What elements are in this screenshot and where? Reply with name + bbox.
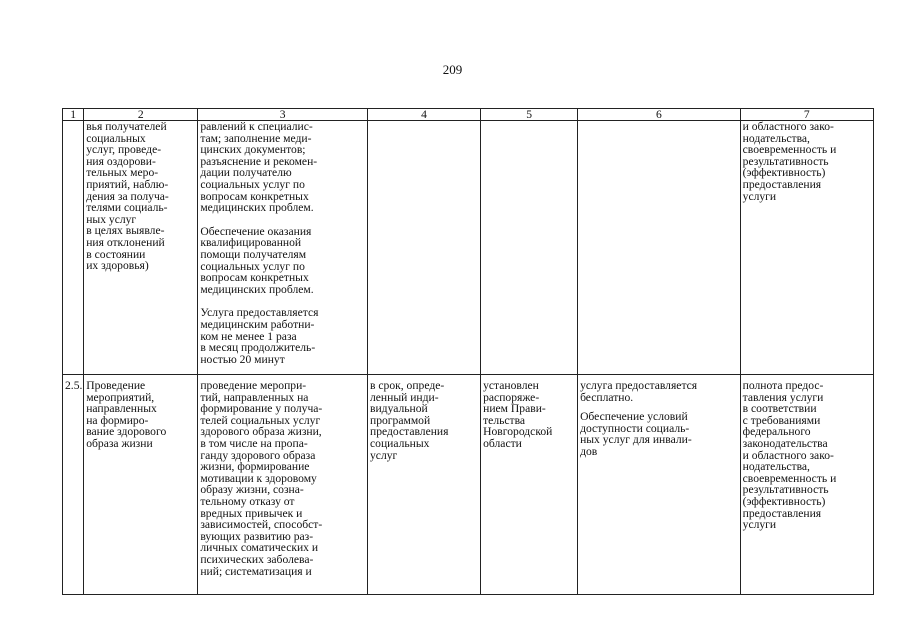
text-line: федерального	[742, 425, 811, 439]
text-line: на формиро-	[86, 413, 149, 427]
table-row	[63, 375, 874, 595]
text-line: дов	[580, 444, 598, 458]
table-row	[63, 121, 874, 375]
text-line: установлен	[483, 379, 539, 392]
row1-cell-1	[63, 121, 84, 375]
text-line: нодательства,	[742, 131, 810, 145]
text-line: предоставления	[742, 177, 822, 191]
text-line: законодательства	[742, 436, 828, 450]
row1-cell-2	[84, 121, 198, 375]
text-line: услуги	[742, 518, 777, 532]
text-line: тельных меро-	[86, 166, 159, 180]
text-line: проведение меропри-	[200, 379, 307, 392]
text-line: Обеспечение оказания	[200, 224, 312, 238]
text-line: услуг, проведе-	[86, 143, 162, 157]
text-line: услуга предоставляется	[580, 379, 698, 392]
text-line: тельному отказу от	[200, 494, 295, 508]
row2-cell-7	[740, 375, 873, 595]
text-line: и областного зако-	[742, 120, 834, 133]
text-line: ганду здорового образа	[200, 448, 316, 462]
text-line: нием Прави-	[483, 402, 546, 416]
text-line: социальных услуг по	[200, 259, 305, 273]
text-line: программой	[370, 413, 431, 427]
text-line: услуги	[742, 189, 777, 203]
text-line: равлений к специалис-	[200, 120, 313, 133]
column-number-5: 5	[481, 109, 578, 121]
text-line: ком не менее 1 раза	[200, 329, 297, 343]
column-number-7: 7	[740, 109, 873, 121]
text-line: формирование у получа-	[200, 402, 323, 416]
text-line: телей социальных услуг	[200, 413, 321, 427]
row1-cell-6	[578, 121, 741, 375]
text-line: с требованиями	[742, 413, 821, 427]
column-number-4: 4	[368, 109, 481, 121]
text-line: мотивации к здоровому	[200, 471, 317, 485]
text-line: вание здорового	[86, 425, 167, 439]
text-line: (эффективность)	[742, 494, 826, 508]
row2-cell-4	[368, 375, 481, 595]
text-line: социальных услуг по	[200, 177, 305, 191]
text-line: в соответствии	[742, 402, 817, 416]
text-line: квалифицированной	[200, 236, 302, 250]
text-line: психических заболева-	[200, 552, 314, 566]
text-line: тавления услуги	[742, 390, 824, 404]
text-line: своевременность и	[742, 471, 837, 485]
text-line: в целях выявле-	[86, 224, 165, 238]
text-line: медицинских проблем.	[200, 282, 314, 296]
text-line: своевременность и	[742, 143, 837, 157]
text-line: (эффективность)	[742, 166, 826, 180]
text-line: жизни, формирование	[200, 460, 310, 474]
text-line: результативность	[742, 483, 829, 497]
text-line: медицинских проблем.	[200, 201, 314, 215]
column-number-6: 6	[578, 109, 741, 121]
text-line: ленный инди-	[370, 390, 439, 404]
text-line: тий, направленных на	[200, 390, 309, 404]
text-line: их здоровья)	[86, 259, 149, 273]
text-line: разъяснение и рекомен-	[200, 154, 318, 168]
text-line: предоставления	[370, 425, 449, 439]
text-line: вопросам конкретных	[200, 271, 309, 285]
text-line: в состоянии	[86, 247, 146, 261]
text-line: цинских документов;	[200, 143, 306, 157]
text-line: полнота предос-	[742, 379, 824, 392]
text-line: ных услуг	[86, 212, 137, 226]
column-number-2: 2	[84, 109, 198, 121]
column-number-3: 3	[198, 109, 368, 121]
text-line: Проведение	[86, 379, 146, 392]
text-line: социальных	[370, 436, 430, 450]
row1-cell-3-paragraph-3	[200, 307, 365, 365]
text-line: вредных привычек и	[200, 506, 303, 520]
text-line: вопросам конкретных	[200, 189, 309, 203]
text-line: образа жизни	[86, 436, 153, 450]
text-line: здорового образа жизни,	[200, 425, 322, 439]
row2-cell-2	[84, 375, 198, 595]
text-line: ния отклонений	[86, 235, 165, 249]
page-number: 209	[442, 62, 463, 77]
row1-cell-3-paragraph-2	[200, 226, 365, 296]
text-line: в том числе на пропа-	[200, 436, 308, 450]
text-line: тельства	[483, 413, 526, 427]
services-table	[62, 108, 874, 595]
row1-cell-4	[368, 121, 481, 375]
text-line: нодательства,	[742, 460, 810, 474]
row2-cell-5	[481, 375, 578, 595]
text-line: социальных	[86, 131, 146, 145]
text-line: области	[483, 436, 522, 450]
row2-cell-3	[198, 375, 368, 595]
table-header-row	[63, 109, 874, 121]
text-line: помощи получателям	[200, 247, 307, 261]
row1-cell-3	[198, 121, 368, 375]
text-line: медицинским работни-	[200, 317, 315, 331]
text-line: ных услуг для инвали-	[580, 433, 692, 447]
text-line: услуг	[370, 448, 398, 462]
text-line: дения за получа-	[86, 189, 169, 203]
text-line: мероприятий,	[86, 390, 155, 404]
text-line: доступности социаль-	[580, 421, 690, 435]
text-line: вья получателей	[86, 120, 167, 133]
row2-cell-1	[63, 375, 84, 595]
row2-cell-6	[578, 375, 741, 595]
text-line: в срок, опреде-	[370, 379, 445, 392]
text-line: образу жизни, созна-	[200, 483, 304, 497]
text-line: и областного зако-	[742, 448, 834, 462]
row2-cell-6-paragraph-2	[580, 411, 738, 457]
text-line: ний; систематизация и	[200, 564, 312, 578]
text-line: Новгородской	[483, 425, 553, 439]
text-line: 2.5.	[65, 379, 83, 392]
text-line: зависимостей, способст-	[200, 518, 323, 532]
text-line: бесплатно.	[580, 390, 634, 404]
text-line: распоряже-	[483, 390, 540, 404]
row1-cell-3-paragraph-1	[200, 121, 365, 214]
text-line: предоставления	[742, 506, 822, 520]
row1-cell-5	[481, 121, 578, 375]
row1-cell-7	[740, 121, 873, 375]
column-number-1: 1	[63, 109, 84, 121]
text-line: результативность	[742, 154, 829, 168]
text-line: направленных	[86, 402, 157, 416]
row2-cell-6-paragraph-1	[580, 380, 738, 403]
text-line: вующих развитию раз-	[200, 529, 314, 543]
text-line: видуальной	[370, 402, 428, 416]
text-line: личных соматических и	[200, 541, 319, 555]
text-line: в месяц продолжитель-	[200, 341, 316, 355]
text-line: ния оздорови-	[86, 154, 156, 168]
text-line: там; заполнение меди-	[200, 131, 312, 145]
text-line: дации получателю	[200, 166, 292, 180]
text-line: приятий, наблю-	[86, 177, 169, 191]
text-line: ностью 20 минут	[200, 352, 285, 366]
text-line: Услуга предоставляется	[200, 306, 319, 320]
text-line: Обеспечение условий	[580, 410, 688, 424]
text-line: телями социаль-	[86, 201, 168, 215]
